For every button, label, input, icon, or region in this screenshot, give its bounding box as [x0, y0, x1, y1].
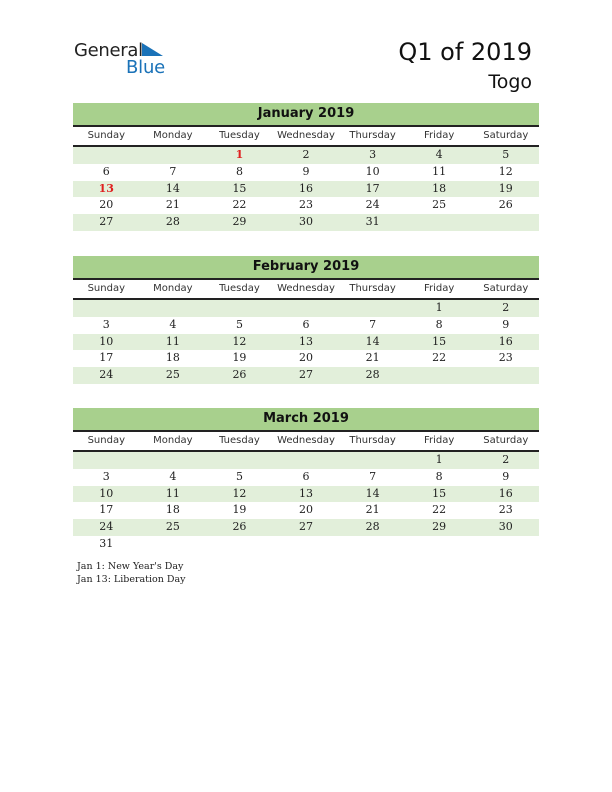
day-cell	[472, 536, 539, 553]
day-cell: 26	[232, 520, 247, 534]
day-cell	[472, 367, 539, 384]
day-cell: 12	[232, 486, 247, 500]
day-cell: 6	[302, 317, 310, 331]
day-cell: 21	[365, 503, 380, 517]
weekday-label: Saturday	[483, 130, 529, 141]
weekday-label: Saturday	[483, 435, 529, 446]
day-cell: 15	[232, 181, 247, 195]
day-cell: 8	[435, 469, 443, 483]
day-cell: 10	[99, 486, 114, 500]
week-row	[73, 486, 539, 503]
day-cell: 27	[99, 215, 114, 229]
week-row	[73, 214, 539, 231]
day-cell: 26	[232, 368, 247, 382]
day-cell: 25	[165, 368, 180, 382]
day-cell: 16	[299, 181, 314, 195]
holiday-notes	[77, 560, 186, 586]
day-cell: 28	[165, 215, 180, 229]
day-cell: 5	[235, 317, 243, 331]
day-cell: 18	[165, 351, 180, 365]
day-cell: 26	[498, 198, 513, 212]
day-cell: 19	[498, 181, 513, 195]
day-cell: 9	[502, 469, 510, 483]
day-cell: 21	[365, 351, 380, 365]
weekday-label: Wednesday	[277, 435, 335, 446]
week-row	[73, 469, 539, 486]
weekday-label: Thursday	[349, 283, 396, 294]
day-cell: 24	[365, 198, 380, 212]
day-cell: 8	[435, 317, 443, 331]
weekday-header-row	[73, 280, 539, 300]
weekday-label: Friday	[424, 130, 455, 141]
day-cell: 29	[232, 215, 247, 229]
weekday-label: Monday	[153, 283, 193, 294]
day-cell: 14	[365, 334, 380, 348]
day-cell: 7	[369, 469, 377, 483]
day-cell	[273, 452, 340, 469]
logo-text-blue: Blue	[126, 57, 166, 78]
weekday-header-row	[73, 432, 539, 452]
day-cell: 9	[502, 317, 510, 331]
weekday-label: Wednesday	[277, 283, 335, 294]
day-cell: 23	[498, 503, 513, 517]
day-cell: 2	[502, 301, 510, 314]
day-cell: 3	[102, 469, 110, 483]
week-row	[73, 164, 539, 181]
day-cell: 20	[99, 198, 114, 212]
day-cell: 24	[99, 520, 114, 534]
day-cell	[73, 300, 140, 317]
weekday-label: Tuesday	[219, 283, 260, 294]
day-cell: 27	[299, 368, 314, 382]
day-cell: 12	[232, 334, 247, 348]
weekday-header-row	[73, 127, 539, 147]
day-cell: 21	[165, 198, 180, 212]
day-cell: 31	[99, 536, 114, 550]
day-cell: 15	[432, 334, 447, 348]
day-cell: 22	[232, 198, 247, 212]
week-row	[73, 367, 539, 384]
weekday-label: Friday	[424, 283, 455, 294]
day-cell: 28	[365, 368, 380, 382]
day-cell: 16	[498, 486, 513, 500]
day-cell	[339, 452, 406, 469]
day-cell: 19	[232, 503, 247, 517]
day-cell: 6	[302, 469, 310, 483]
day-cell	[339, 300, 406, 317]
day-cell: 13	[299, 486, 314, 500]
day-cell: 14	[365, 486, 380, 500]
day-cell	[206, 536, 273, 553]
day-cell: 23	[498, 351, 513, 365]
week-row	[73, 300, 539, 317]
week-row	[73, 536, 539, 553]
day-cell	[406, 536, 473, 553]
day-cell	[406, 214, 473, 231]
day-cell	[472, 214, 539, 231]
day-cell: 31	[365, 215, 380, 229]
day-cell: 5	[502, 148, 510, 161]
weekday-label: Wednesday	[277, 130, 335, 141]
day-cell: 11	[165, 486, 180, 500]
week-row	[73, 502, 539, 519]
day-cell: 1	[435, 301, 443, 314]
day-cell: 2	[302, 148, 310, 161]
day-cell	[273, 536, 340, 553]
page-title: Q1 of 2019	[398, 38, 532, 66]
day-cell: 11	[165, 334, 180, 348]
day-cell: 17	[365, 181, 380, 195]
day-cell: 20	[299, 503, 314, 517]
day-cell: 19	[232, 351, 247, 365]
day-cell: 30	[498, 520, 513, 534]
day-cell	[406, 367, 473, 384]
day-cell: 18	[432, 181, 447, 195]
day-cell: 13	[299, 334, 314, 348]
weekday-label: Thursday	[349, 435, 396, 446]
day-cell: 5	[235, 469, 243, 483]
day-cell: 6	[102, 164, 110, 178]
weekday-label: Thursday	[349, 130, 396, 141]
day-cell: 11	[432, 164, 447, 178]
weekday-label: Sunday	[87, 283, 125, 294]
holiday-note: Jan 1: New Year's Day	[77, 561, 184, 572]
logo-text-general: General	[74, 40, 143, 61]
day-cell: 8	[235, 164, 243, 178]
day-cell: 30	[299, 215, 314, 229]
day-cell: 1	[435, 453, 443, 466]
month-february	[73, 256, 539, 384]
day-cell: 22	[432, 351, 447, 365]
day-cell	[206, 452, 273, 469]
week-row	[73, 181, 539, 198]
day-cell: 7	[369, 317, 377, 331]
day-cell	[339, 536, 406, 553]
day-cell: 3	[369, 148, 377, 161]
day-cell: 28	[365, 520, 380, 534]
day-cell: 4	[169, 317, 177, 331]
weekday-label: Monday	[153, 130, 193, 141]
day-cell: 2	[502, 453, 510, 466]
weekday-label: Monday	[153, 435, 193, 446]
day-cell	[140, 300, 207, 317]
day-cell	[273, 300, 340, 317]
day-cell: 12	[498, 164, 513, 178]
day-cell: 24	[99, 368, 114, 382]
day-cell: 17	[99, 503, 114, 517]
day-cell: 25	[165, 520, 180, 534]
month-january	[73, 103, 539, 231]
day-cell: 9	[302, 164, 310, 178]
week-row	[73, 350, 539, 367]
day-cell	[140, 452, 207, 469]
day-cell	[206, 300, 273, 317]
day-cell	[73, 452, 140, 469]
day-cell: 1	[235, 148, 244, 161]
day-cell: 20	[299, 351, 314, 365]
week-row	[73, 334, 539, 351]
day-cell	[73, 147, 140, 164]
week-row	[73, 317, 539, 334]
weekday-label: Tuesday	[219, 435, 260, 446]
month-march	[73, 408, 539, 553]
day-cell: 16	[498, 334, 513, 348]
day-cell: 3	[102, 317, 110, 331]
day-cell: 23	[299, 198, 314, 212]
day-cell: 14	[165, 181, 180, 195]
day-cell	[140, 536, 207, 553]
day-cell: 10	[365, 164, 380, 178]
weekday-label: Sunday	[87, 435, 125, 446]
day-cell: 13	[98, 181, 114, 195]
day-cell: 17	[99, 351, 114, 365]
day-cell: 18	[165, 503, 180, 517]
week-row	[73, 519, 539, 536]
month-title: February 2019	[73, 256, 539, 280]
holiday-note: Jan 13: Liberation Day	[77, 574, 186, 585]
logo-triangle-icon	[142, 43, 163, 56]
day-cell	[140, 147, 207, 164]
day-cell: 15	[432, 486, 447, 500]
weekday-label: Tuesday	[219, 130, 260, 141]
weekday-label: Friday	[424, 435, 455, 446]
day-cell: 27	[299, 520, 314, 534]
day-cell: 22	[432, 503, 447, 517]
day-cell: 7	[169, 164, 177, 178]
weekday-label: Saturday	[483, 283, 529, 294]
day-cell: 25	[432, 198, 447, 212]
day-cell: 29	[432, 520, 447, 534]
weekday-label: Sunday	[87, 130, 125, 141]
day-cell: 4	[435, 148, 443, 161]
day-cell: 4	[169, 469, 177, 483]
month-title: January 2019	[73, 103, 539, 127]
country-name: Togo	[488, 71, 532, 93]
day-cell: 10	[99, 334, 114, 348]
week-row	[73, 147, 539, 164]
week-row	[73, 452, 539, 469]
generalblue-logo	[74, 40, 174, 80]
month-title: March 2019	[73, 408, 539, 432]
week-row	[73, 197, 539, 214]
